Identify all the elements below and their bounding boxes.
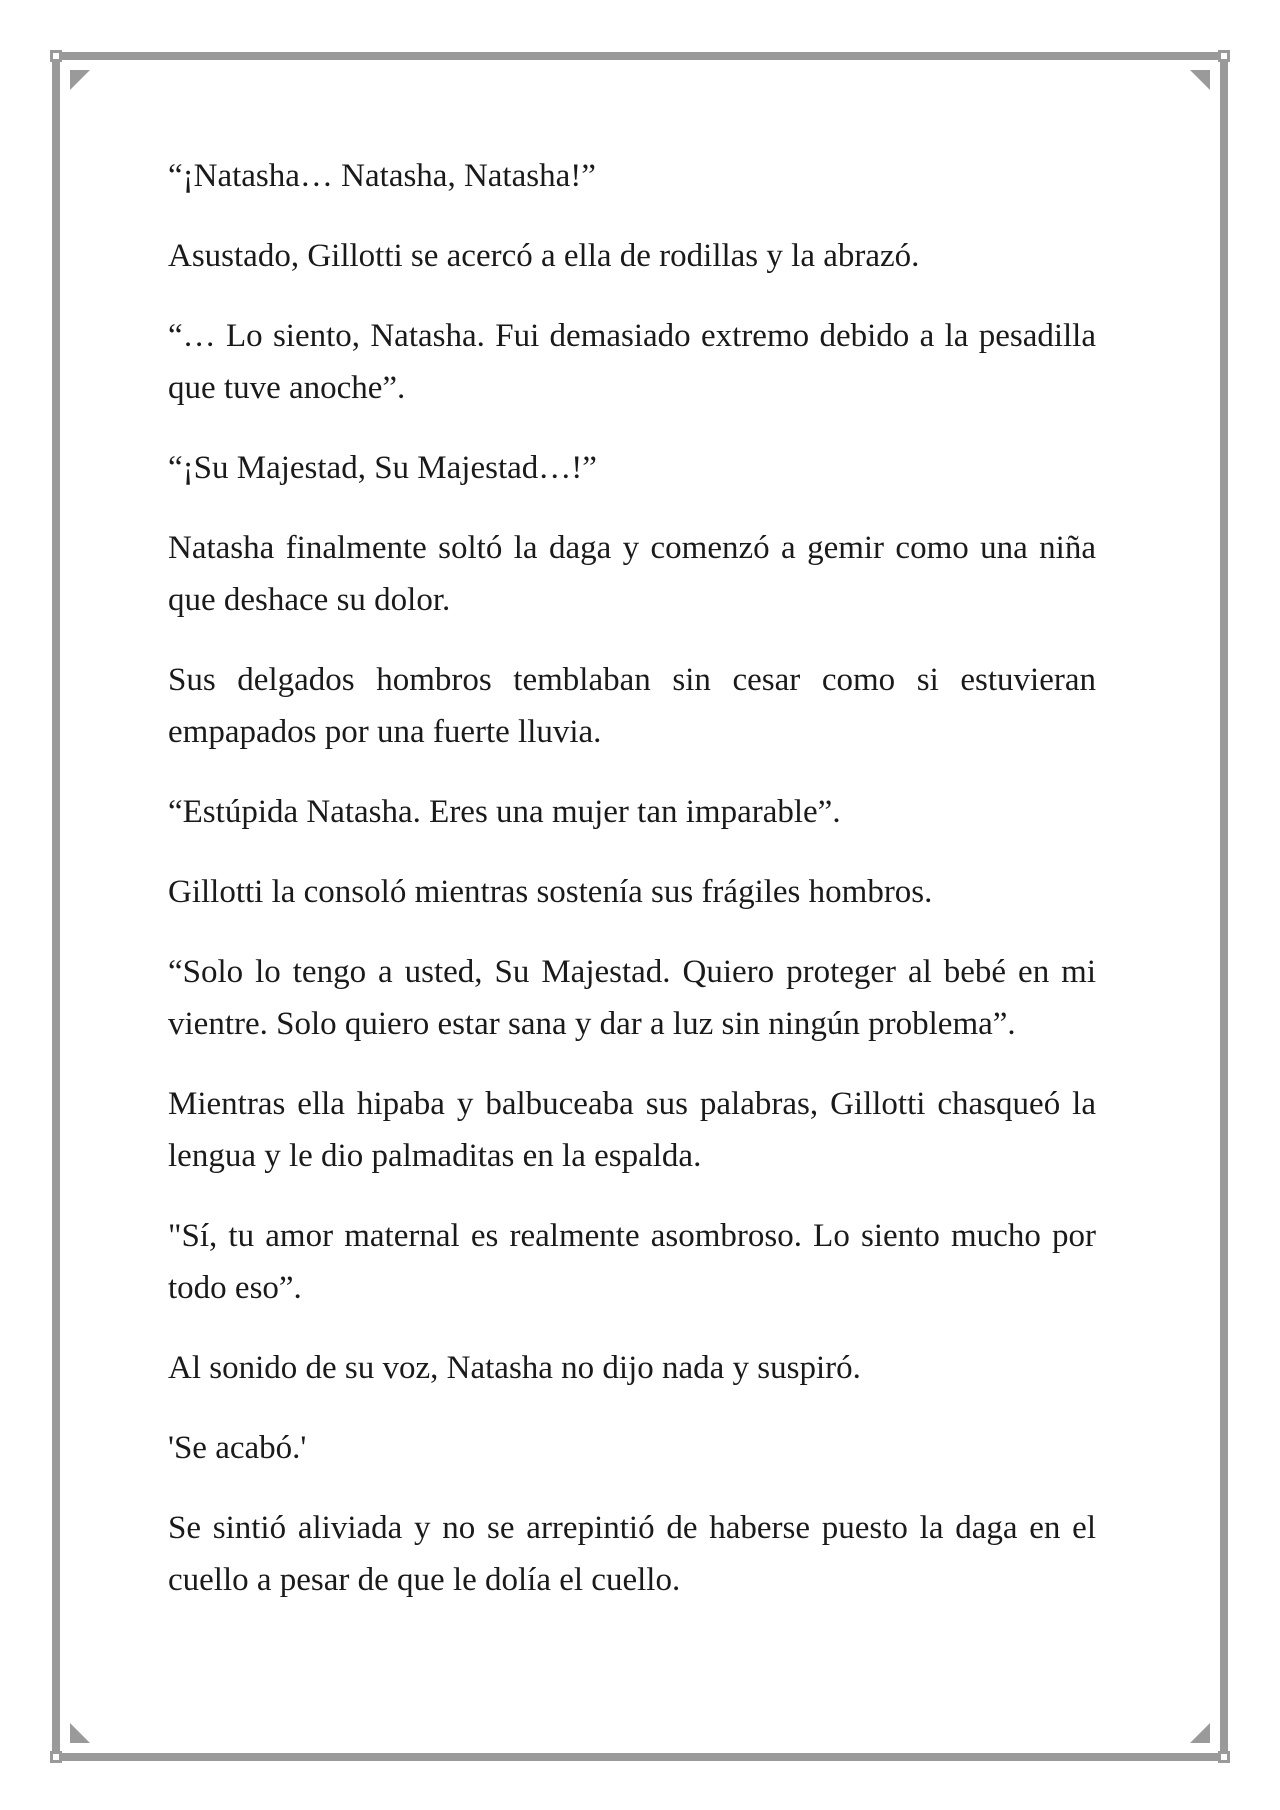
paragraph: “… Lo siento, Natasha. Fui demasiado extremo debido a la pesadilla que tuve anoche”. bbox=[168, 318, 1096, 406]
paragraph: “Solo lo tengo a usted, Su Majestad. Quiero proteger al bebé en mi vientre. Solo quiero estar sana y dar a luz sin ningún problema”. bbox=[168, 954, 1096, 1042]
frame-border-left bbox=[52, 62, 60, 1751]
frame-corner-ornament-top-left bbox=[50, 50, 62, 62]
paragraph: “¡Natasha… Natasha, Natasha!” bbox=[168, 158, 596, 194]
frame-corner-ornament-bottom-left bbox=[50, 1751, 62, 1763]
paragraph: Al sonido de su voz, Natasha no dijo nada y suspiró. bbox=[168, 1350, 861, 1386]
paragraph: Natasha finalmente soltó la daga y comenzó a gemir como una niña que deshace su dolor. bbox=[168, 530, 1096, 618]
paragraph: Sus delgados hombros temblaban sin cesar como si estuvieran empapados por una fuerte lluvia. bbox=[168, 662, 1096, 750]
corner-triangle-bottom-right bbox=[1190, 1723, 1210, 1743]
corner-triangle-top-left bbox=[70, 70, 90, 90]
frame-border-right bbox=[1220, 62, 1228, 1751]
corner-triangle-top-right bbox=[1190, 70, 1210, 90]
frame-corner-ornament-bottom-right bbox=[1218, 1751, 1230, 1763]
paragraph: Asustado, Gillotti se acercó a ella de rodillas y la abrazó. bbox=[168, 238, 920, 274]
paragraph: “¡Su Majestad, Su Majestad…!” bbox=[168, 450, 597, 486]
paragraph: Mientras ella hipaba y balbuceaba sus palabras, Gillotti chasqueó la lengua y le dio palmaditas en la espalda. bbox=[168, 1086, 1096, 1174]
page-body-text bbox=[168, 150, 1096, 1634]
paragraph: Se sintió aliviada y no se arrepintió de haberse puesto la daga en el cuello a pesar de que le dolía el cuello. bbox=[168, 1510, 1096, 1598]
paragraph: 'Se acabó.' bbox=[168, 1430, 307, 1466]
paragraph: “Estúpida Natasha. Eres una mujer tan imparable”. bbox=[168, 794, 841, 830]
frame-border-bottom bbox=[62, 1753, 1218, 1761]
paragraph: Gillotti la consoló mientras sostenía sus frágiles hombros. bbox=[168, 874, 933, 910]
corner-triangle-bottom-left bbox=[70, 1723, 90, 1743]
paragraph: "Sí, tu amor maternal es realmente asombroso. Lo siento mucho por todo eso”. bbox=[168, 1218, 1096, 1306]
frame-border-top bbox=[62, 52, 1218, 60]
frame-corner-ornament-top-right bbox=[1218, 50, 1230, 62]
